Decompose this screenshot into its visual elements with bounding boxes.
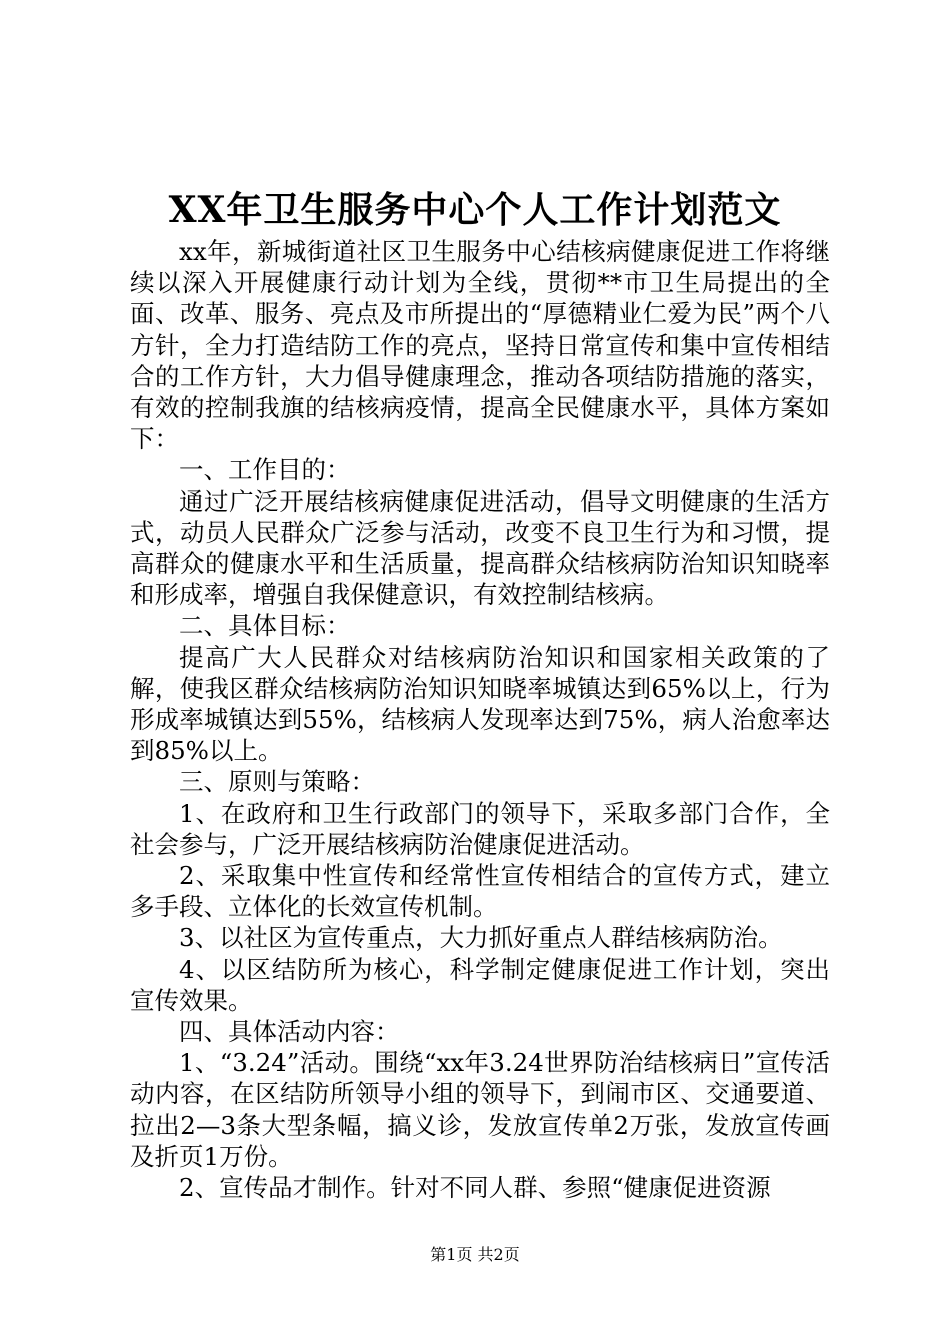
document-body [130, 236, 830, 1203]
section-heading-targets: 二、具体目标： [179, 611, 351, 641]
paragraph-principle-2: 2、采取集中性宣传和经常性宣传相结合的宣传方式，建立多手段、立体化的长效宣传机制。 [130, 861, 830, 922]
section-heading-activities: 四、具体活动内容： [179, 1017, 400, 1047]
paragraph-intro: xx年，新城街道社区卫生服务中心结核病健康促进工作将继续以深入开展健康行动计划为全线，贯彻**市卫生局提出的全面、改革、服务、亮点及市所提出的“厚德精业仁爱为民”两个八方针，全力打造结防工作的亮点，坚持日常宣传和集中宣传相结合的工作方针，大力倡导健康理念，推动各项结防措施的落实，有效的控制我旗的结核病疫情，提高全民健康水平，具体方案如下： [130, 237, 830, 454]
page-title: XX年卫生服务中心个人工作计划范文 [168, 189, 782, 231]
paragraph-activity-1: 1、“3.24”活动。围绕“xx年3.24世界防治结核病日”宣传活动内容，在区结防所领导小组的领导下，到闹市区、交通要道、拉出2—3条大型条幅，搞义诊，发放宣传单2万张，发放宣传画及折页1万份。 [130, 1048, 830, 1171]
section-heading-principles: 三、原则与策略： [179, 767, 375, 797]
section-heading-goal: 一、工作目的： [179, 455, 351, 485]
page-number-footer: 第1页 共2页 [430, 1245, 520, 1264]
paragraph-activity-2: 2、宣传品才制作。针对不同人群、参照“健康促进资源 [179, 1173, 771, 1203]
paragraph-principle-3: 3、以社区为宣传重点，大力抓好重点人群结核病防治。 [179, 923, 783, 953]
paragraph-principle-1: 1、在政府和卫生行政部门的领导下，采取多部门合作，全社会参与，广泛开展结核病防治健康促进活动。 [130, 798, 830, 859]
paragraph-targets: 提高广大人民群众对结核病防治知识和国家相关政策的了解，使我区群众结核病防治知识知晓率城镇达到65%以上，行为形成率城镇达到55%，结核病人发现率达到75%，病人治愈率达到85%以上。 [130, 642, 830, 766]
paragraph-principle-4: 4、以区结防所为核心，科学制定健康促进工作计划，突出宣传效果。 [130, 954, 830, 1015]
paragraph-goal: 通过广泛开展结核病健康促进活动，倡导文明健康的生活方式，动员人民群众广泛参与活动，改变不良卫生行为和习惯，提高群众的健康水平和生活质量，提高群众结核病防治知识知晓率和形成率，增强自我保健意识，有效控制结核病。 [130, 486, 830, 610]
